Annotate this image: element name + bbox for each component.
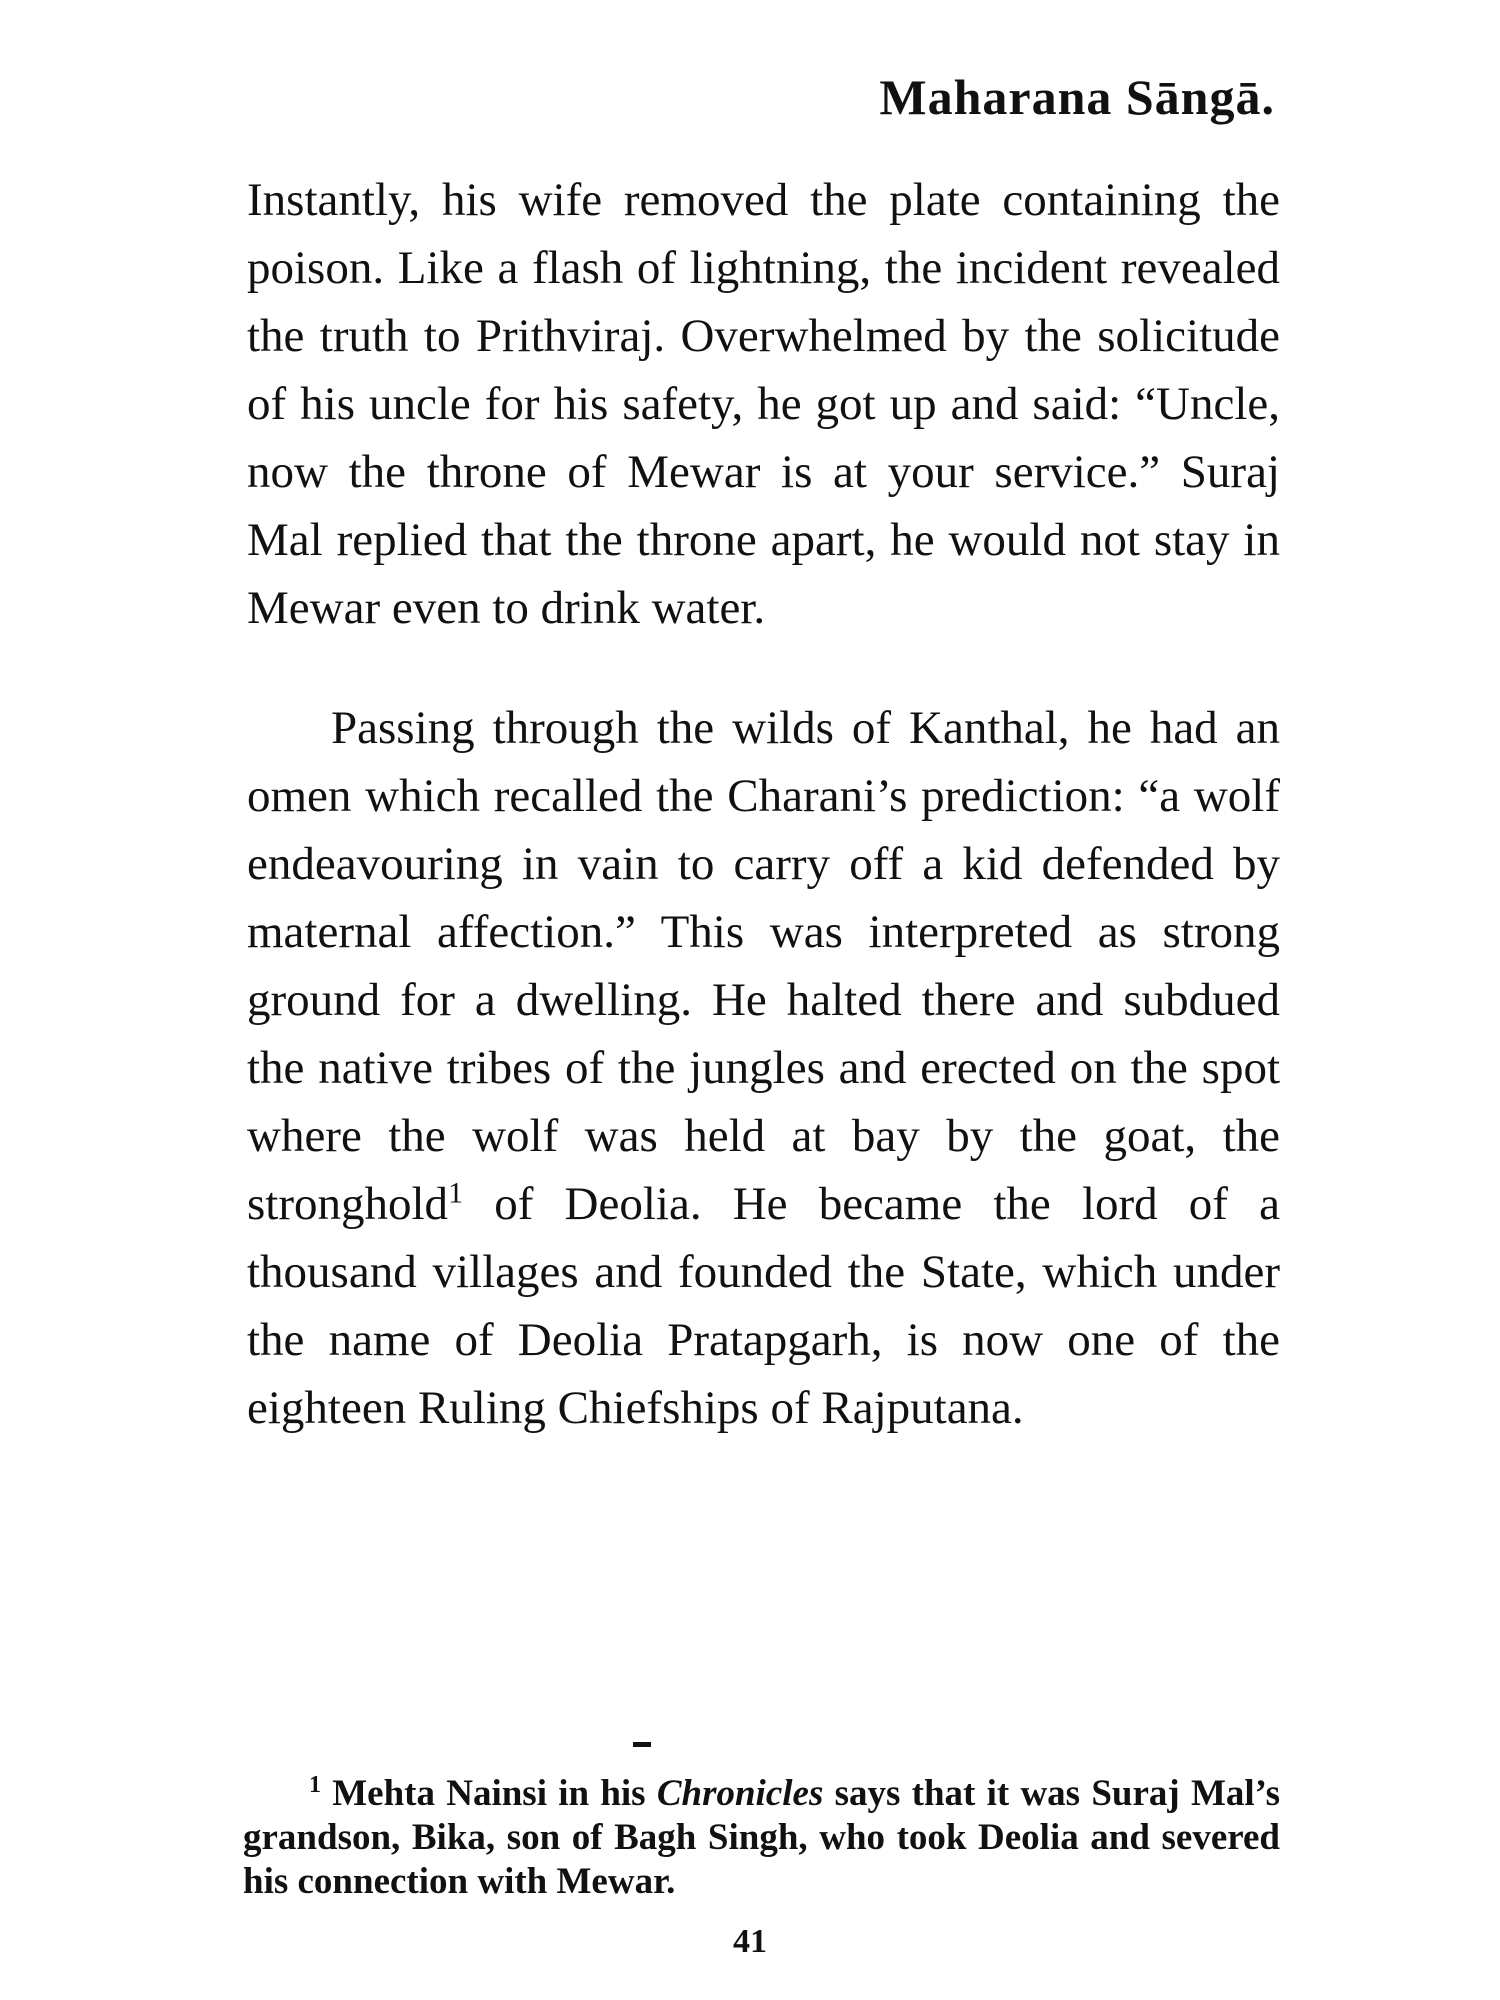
footnote-marker: 1 [309,1771,321,1798]
paragraph-2-text-start: Passing through the wilds of Kanthal, he had an omen which recalled the Charani’s prediction: “a wolf endeavouring in vain to carry off a kid defended by maternal affection.” This was interpreted as strong ground for a dwelling. He halted there and subdued the native tribes of the jungles and erected on the spot where the wolf was held at bay by the goat, the stronghold [247,702,1280,1230]
footnote-reference: 1 [448,1176,464,1210]
paragraph-2 [247,694,1280,1442]
main-text [247,166,1280,1442]
footnote-separator [633,1742,651,1747]
footnote-book-title: Chronicles [656,1773,824,1814]
footnote-text-end: says that it was Suraj Mal’s grandson, Bika, son of Bagh Singh, who took Deolia and severed his connection with Mewar. [243,1773,1281,1902]
paragraph-1: Instantly, his wife removed the plate containing the poison. Like a flash of lightning, the incident revealed the truth to Prithviraj. Overwhelmed by the solicitude of his uncle for his safety, he got up and said: “Uncle, now the throne of Mewar is at your service.” Suraj Mal replied that the throne apart, he would not stay in Mewar even to drink water. [247,174,1280,634]
footnote-text-start: Mehta Nainsi in his [321,1773,657,1814]
paragraph-gap [247,642,1280,694]
footnote [243,1772,1280,1904]
page-number: 41 [733,1923,767,1960]
paragraph-2-text-end: of Deolia. He became the lord of a thousand villages and founded the State, which under the name of Deolia Pratapgarh, is now one of the eighteen Ruling Chiefships of Rajputana. [247,1178,1280,1434]
running-header-title: Maharana Sāngā. [879,69,1275,125]
